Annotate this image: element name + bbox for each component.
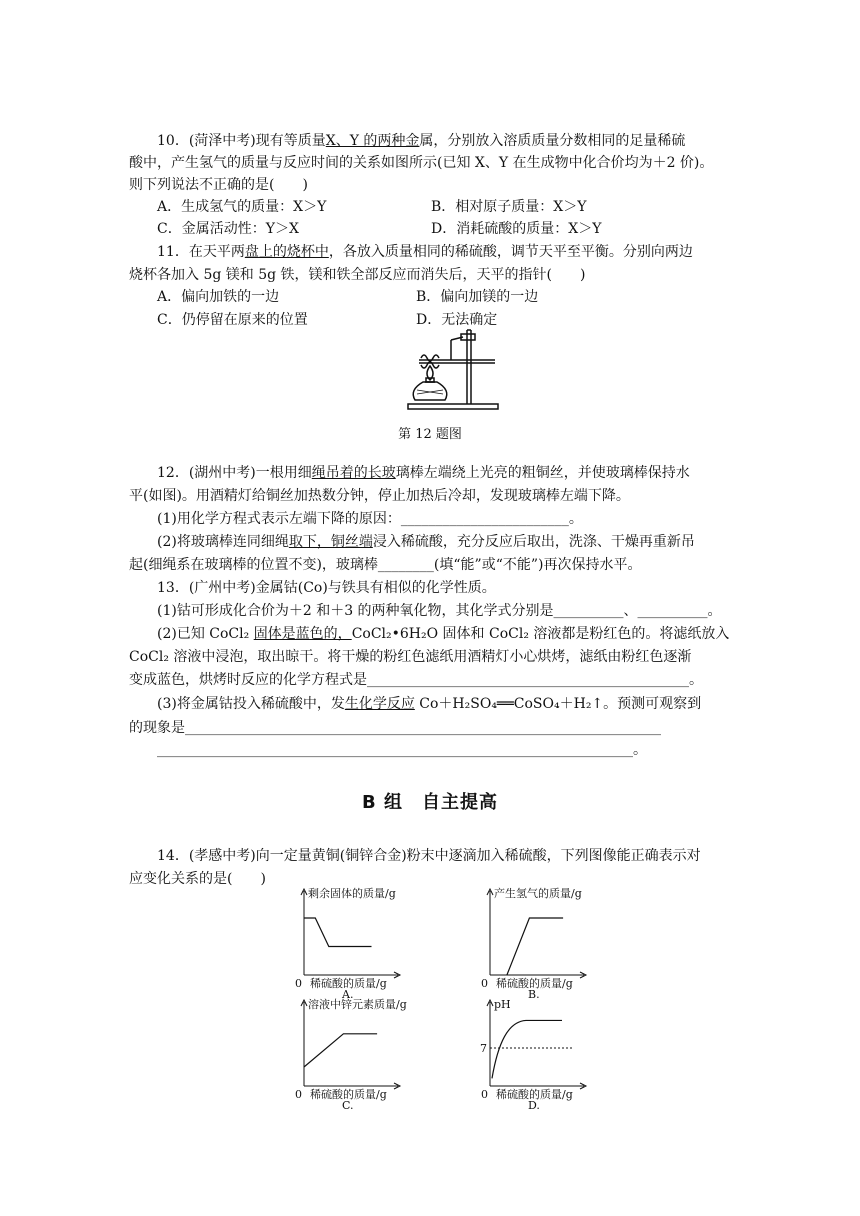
q12-sub1: (1)用化学方程式表示左端下降的原因：________________________。	[157, 511, 583, 527]
chart-a-line	[304, 918, 372, 947]
chart-d-panel-label: D.	[528, 1099, 540, 1112]
q11-line1	[157, 242, 693, 262]
q13-sub3a	[157, 694, 701, 714]
chart-b-xlabel: 稀硫酸的质量/g	[496, 977, 573, 990]
q11-line2: 烧杯各加入 5g 镁和 5g 铁，镁和铁全部反应而消失后，天平的指针( )	[129, 267, 586, 283]
chart-c-xlabel: 稀硫酸的质量/g	[310, 1088, 387, 1101]
q10-line2: 酸中，产生氢气的质量与反应时间的关系如图所示(已知 X、Y 在生成物中化合价均为＋2 价)。	[129, 155, 714, 171]
q12-sub2a	[157, 532, 695, 552]
chart-d-ylabel: pH	[494, 998, 511, 1011]
q13-sub2-text-a: (2)已知 CoCl₂	[157, 626, 254, 642]
chart-d-xlabel: 稀硫酸的质量/g	[496, 1088, 573, 1101]
chart-c-ylabel: 溶液中锌元素质量/g	[308, 998, 407, 1011]
chart-b-origin: 0	[481, 977, 488, 990]
q13-sub2b: CoCl₂ 溶液中浸泡，取出晾干。将干燥的粉红色滤纸用酒精灯小心烘烤，滤纸由粉红色逐渐	[129, 649, 692, 665]
answer-charts	[290, 885, 590, 1115]
q13-line1: 13．(广州中考)金属钴(Co)与铁具有相似的化学性质。	[157, 580, 496, 596]
q12-text-a: 12．(湖州中考)一根用细	[157, 465, 312, 481]
q12-line1	[157, 463, 690, 483]
chart-c-panel-label: C.	[342, 1099, 354, 1112]
chart-a-ylabel: 剩余固体的质量/g	[308, 887, 396, 900]
q13-sub3-text-b: Co＋H₂SO₄══CoSO₄＋H₂↑。预测可观察到	[414, 696, 702, 712]
q13-sub3c: ____________________________________________________________________。	[157, 742, 647, 758]
q10-text-a: 10．(菏泽中考)现有等质量	[157, 133, 326, 149]
chart-b-panel-label: B.	[528, 988, 540, 1001]
q12-sub2-text-a: (2)将玻璃棒连同细绳	[157, 534, 289, 550]
q11-option-a: A．偏向加铁的一边	[157, 289, 280, 305]
chart-b-ylabel: 产生氢气的质量/g	[494, 887, 582, 900]
apparatus-figure	[405, 320, 505, 415]
chart-d-line	[492, 1020, 562, 1078]
q13-sub3b: 的现象是____________________________________________________________________	[129, 720, 661, 736]
q10-line3: 则下列说法不正确的是( )	[129, 177, 308, 193]
q10-line1	[157, 131, 685, 151]
q10-option-c: C．金属活动性：Y＞X	[157, 221, 299, 237]
section-b-heading: B 组 自主提高	[362, 792, 498, 813]
q10-option-b: B．相对原子质量：X＞Y	[431, 199, 587, 215]
q12-sub2b: 起(细绳系在玻璃棒的位置不变)，玻璃棒________(填“能”或“不能”)再次保持水平。	[129, 557, 642, 573]
q11-underlined: 盘上的烧杯中	[244, 244, 329, 260]
q13-sub2-underlined: 固体是蓝色的，	[253, 626, 352, 642]
q10-text-b: 属，分别放入溶质质量分数相同的足量稀硫	[419, 133, 686, 149]
q10-underlined: X、Y 的两种金	[325, 133, 420, 149]
q12-line2: 平(如图)。用酒精灯给铜丝加热数分钟，停止加热后冷却，发现玻璃棒左端下降。	[129, 488, 630, 504]
chart-d-ref-tick: 7	[480, 1042, 487, 1055]
chart-c-line	[304, 1034, 377, 1067]
q13-sub1: (1)钴可形成化合价为＋2 和＋3 的两种氧化物，其化学式分别是__________、__________。	[157, 603, 722, 619]
chart-a-xlabel: 稀硫酸的质量/g	[310, 977, 387, 990]
q13-sub2a	[157, 624, 729, 644]
q13-sub2c: 变成蓝色，烘烤时反应的化学方程式是______________________________________________。	[129, 672, 703, 688]
q11-text-a: 11．在天平两	[157, 244, 245, 260]
q14-line1: 14．(孝感中考)向一定量黄铜(铜锌合金)粉末中逐滴加入稀硫酸，下列图像能正确表示对	[157, 848, 701, 864]
figure-12-caption: 第 12 题图	[398, 427, 462, 442]
q13-sub3-underlined: 生化学反应	[344, 696, 415, 712]
q11-option-b: B．偏向加镁的一边	[416, 289, 539, 305]
q10-option-d: D．消耗硫酸的质量：X＞Y	[431, 221, 602, 237]
q11-option-d: D．无法确定	[416, 312, 498, 328]
chart-d-origin: 0	[481, 1088, 488, 1101]
chart-a-panel-label: A.	[342, 988, 354, 1001]
q12-text-b: 璃棒左端绕上光亮的粗铜丝，并使玻璃棒保持水	[395, 465, 690, 481]
q12-underlined: 绳吊着的长玻	[311, 465, 396, 481]
q13-sub3-text-a: (3)将金属钴投入稀硫酸中，发	[157, 696, 345, 712]
q14-line2: 应变化关系的是( )	[129, 871, 266, 887]
q11-text-b: ，各放入质量相同的稀硫酸，调节天平至平衡。分别向两边	[328, 244, 693, 260]
chart-c-origin: 0	[295, 1088, 302, 1101]
chart-b-line	[507, 918, 563, 975]
q13-sub2-text-b: CoCl₂•6H₂O 固体和 CoCl₂ 溶液都是粉红色的。将滤纸放入	[351, 626, 730, 642]
q12-sub2-text-b: 浸入稀硫酸，充分反应后取出，洗涤、干燥再重新吊	[372, 534, 695, 550]
q12-sub2-underlined: 取下，铜丝端	[288, 534, 373, 550]
q11-option-c: C．仍停留在原来的位置	[157, 312, 308, 328]
q10-option-a: A．生成氢气的质量：X＞Y	[157, 199, 327, 215]
chart-a-origin: 0	[295, 977, 302, 990]
